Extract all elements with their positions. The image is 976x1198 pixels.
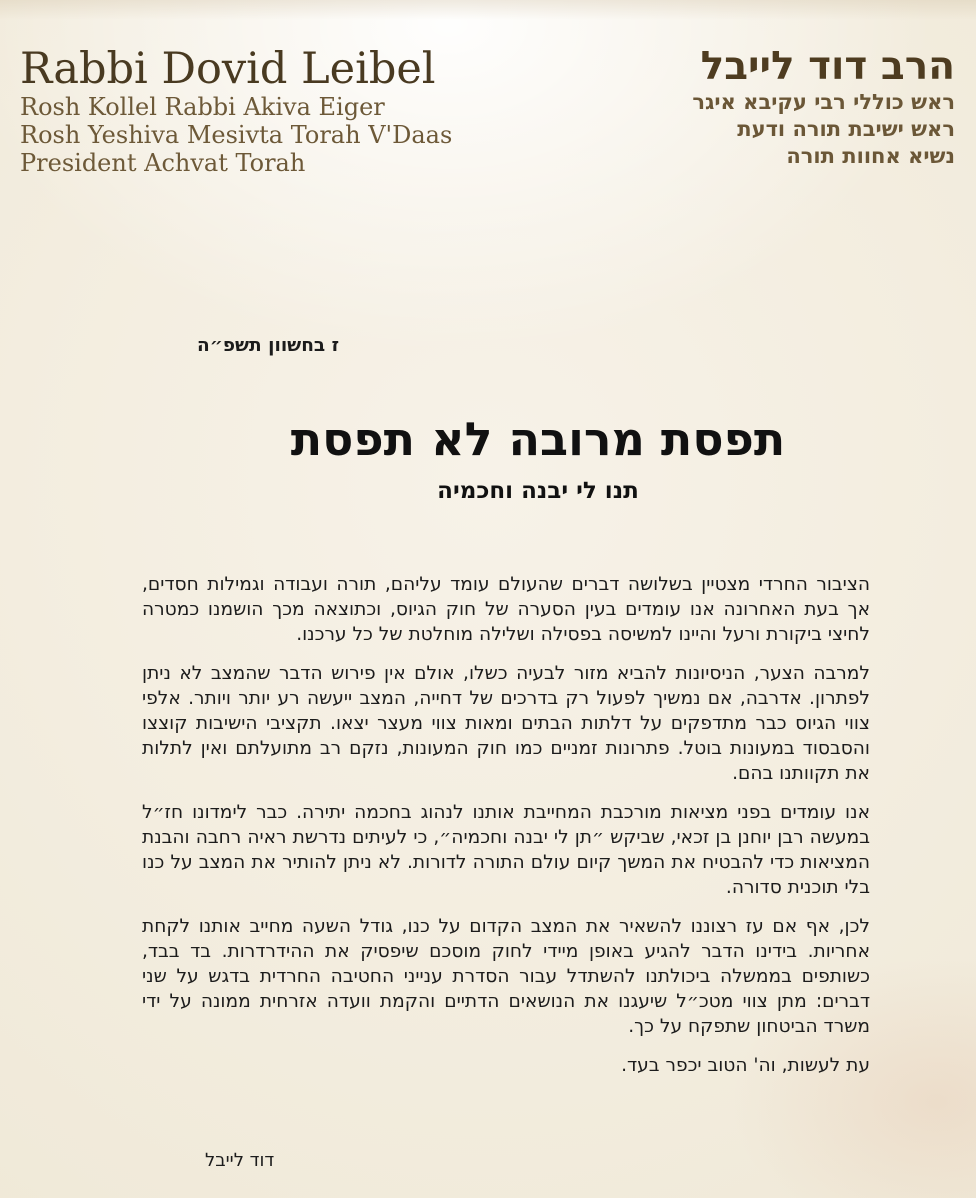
letter-date: ז בחשוון תשפ״ה — [197, 335, 340, 356]
english-title-rosh-kollel: Rosh Kollel Rabbi Akiva Eiger — [20, 93, 385, 122]
letterhead — [20, 46, 955, 177]
closing-line: עת לעשות, וה' הטוב יכפר בעד. — [621, 1055, 870, 1076]
paragraph-3: אנו עומדים בפני מציאות מורכבת המחייבת אותנו לנהוג בחכמה יתירה. כבר לימדונו חז״ל במעשה רבן יוחנן בן זכאי, שביקש ״תן לי יבנה וחכמיה״, כי לעיתים נדרשת ראיה רחבה והבנת המציאות כדי להבטיח את המשך קיום עולם התורה לדורות. לא ניתן להותיר את המצב על כנו בלי תוכנית סדורה. — [142, 802, 870, 898]
paragraph-1: הציבור החרדי מצטיין בשלושה דברים שהעולם עומד עליהם, תורה ועבודה וגמילות חסדים, אך בעת האחרונה אנו עומדים בעין הסערה של חוק הגיוס, וכתוצאה מכך הושמנו כמטרה לחיצי ביקורת ורעל והיינו למשיסה בפסילה ושלילה מוחלטת של כל ערכנו. — [142, 574, 870, 645]
paragraph-2: למרבה הצער, הניסיונות להביא מזור לבעיה כשלו, אולם אין פירוש הדבר שהמצב לא ניתן לפתרון. אדרבה, אם נמשיך לפעול רק בדרכים של דחייה, המצב ייעשה רע יותר ויותר. אלפי צווי הגיוס כבר מתדפקים על דלתות הבתים ומאות צווי מעצר יצאו. תקציבי הישיבות קוצצו והסבסוד במעונות בוטל. פתרונות זמניים כמו חוק המעונות, נזקם רב מתועלתם ואין לתלות את תקוותנו בהם. — [142, 663, 870, 784]
hebrew-title-nasi: נשיא אחוות תורה — [786, 143, 955, 168]
english-title-rosh-yeshiva: Rosh Yeshiva Mesivta Torah V'Daas — [20, 121, 453, 150]
hebrew-title-rosh-yeshiva: ראש ישיבת תורה ודעת — [737, 116, 955, 141]
rabbi-name-english: Rabbi Dovid Leibel — [20, 44, 436, 94]
paragraph-4: לכן, אף אם עז רצוננו להשאיר את המצב הקדום על כנו, גודל השעה מחייב אותנו לקחת אחריות. בידינו הדבר להגיע באופן מיידי לחוק מוסכם שיפסיק את ההידרדרות. בד בבד, כשותפים בממשלה ביכולתנו להשתדל עבור הסדרת ענייני החטיבה החרדית בדגש על שני דברים: מתן צווי מטכ״ל שיעגנו את הנושאים הדתיים והקמת וועדה אזרחית ממונה על ידי משרד הביטחון שתפקח על כך. — [142, 916, 870, 1037]
english-title-president: President Achvat Torah — [20, 149, 306, 178]
letter-heading — [174, 414, 902, 504]
letter-body — [142, 572, 870, 1092]
letter-title: תפסת מרובה לא תפסת — [290, 412, 786, 466]
letter-subtitle: תנו לי יבנה וחכמיה — [437, 477, 639, 504]
letterhead-english — [20, 46, 452, 177]
signature: דוד לייבל — [205, 1150, 275, 1171]
hebrew-title-rosh-kollel: ראש כוללי רבי עקיבא איגר — [692, 89, 955, 114]
letterhead-hebrew — [692, 46, 955, 170]
rabbi-name-hebrew: הרב דוד לייבל — [700, 44, 955, 89]
